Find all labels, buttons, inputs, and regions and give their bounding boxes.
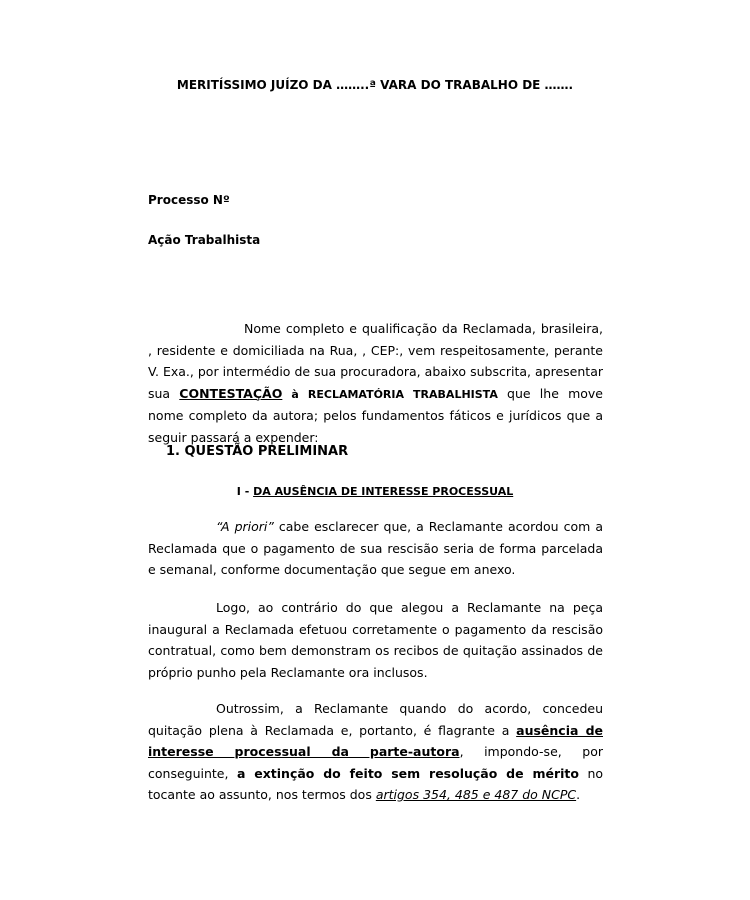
paragraph-logo-text: Logo, ao contrário do que alegou a Reclamante na peça inaugural a Reclamada efetuou corretamente o pagamento da rescisão contratual, como bem demonstram os recibos de quitação assinados de próprio punho pela Reclamante ora inclusos. xyxy=(148,600,603,680)
court-heading: MERITÍSSIMO JUÍZO DA ……..ª VARA DO TRABALHO DE ……. xyxy=(176,78,574,92)
paragraph-outrossim xyxy=(148,698,603,806)
reclamatoria-term: à RECLAMATÓRIA TRABALHISTA xyxy=(282,387,498,401)
paragraph-logo xyxy=(148,597,603,683)
subsection-name: DA AUSÊNCIA DE INTERESSE PROCESSUAL xyxy=(253,485,514,498)
p3-text-a: Outrossim, a Reclamante quando do acordo, concedeu quitação plena à Reclamada e, portanto, é flagrante a xyxy=(148,701,603,738)
p3-text-g: . xyxy=(576,787,581,802)
p3-text-c: , impondo-se, por conseguinte, xyxy=(148,744,603,781)
intro-paragraph xyxy=(148,318,603,448)
section-title: 1. QUESTÃO PRELIMINAR xyxy=(166,444,349,459)
paragraph-a-priori-text: cabe esclarecer que, a Reclamante acordou com a Reclamada que o pagamento de sua rescisão seria de forma parcelada e semanal, conforme documentação que segue em anexo. xyxy=(148,519,603,577)
paragraph-a-priori xyxy=(148,516,603,581)
action-type-label: Ação Trabalhista xyxy=(148,233,261,247)
intro-text-part1: Nome completo e qualificação da Reclamada, brasileira, , residente e domiciliada na Rua, , CEP:, vem respeitosamente, perante V. Exa., por intermédio de sua procuradora, abaixo subscrita, apresentar sua xyxy=(148,321,603,401)
extincao-feito-term: a extinção do feito sem resolução de mérito xyxy=(236,765,579,781)
contestacao-term: CONTESTAÇÃO xyxy=(179,385,283,401)
p3-text-e: no tocante ao assunto, nos termos dos xyxy=(148,765,604,802)
subsection-prefix: I - xyxy=(236,485,254,498)
process-number-label: Processo Nº xyxy=(148,193,230,207)
subsection-title xyxy=(0,485,750,498)
intro-text-part2: que lhe move nome completo da autora; pelos fundamentos fáticos e jurídicos que a seguir passará a expender: xyxy=(148,385,603,445)
artigos-reference: artigos 354, 485 e 487 do NCPC xyxy=(375,787,577,802)
a-priori-term: “A priori” xyxy=(216,519,274,534)
ausencia-interesse-term: ausência de interesse processual da parte-autora xyxy=(148,722,603,759)
